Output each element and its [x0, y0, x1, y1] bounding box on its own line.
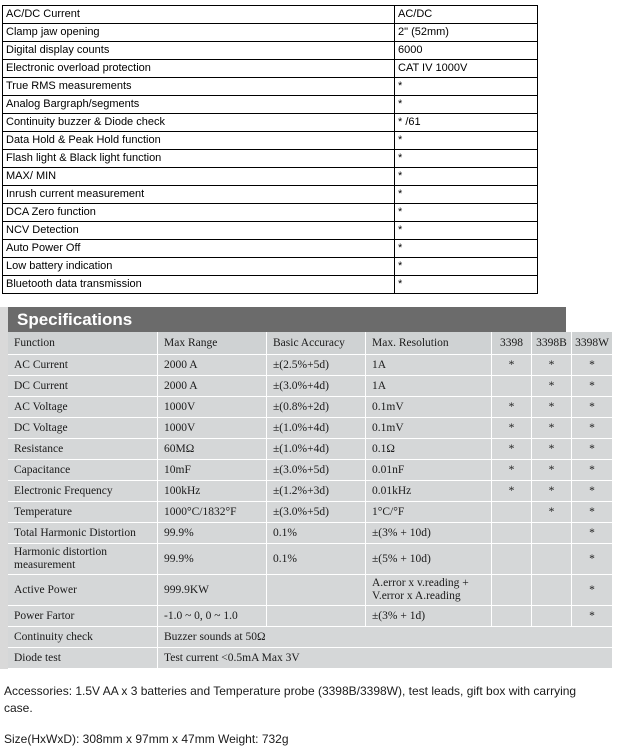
spec-max-resolution: ±(5% + 10d) — [366, 544, 492, 575]
spec-mark-3398w: * — [572, 523, 613, 544]
spec-function: Total Harmonic Distortion — [8, 523, 158, 544]
feature-row — [3, 132, 538, 150]
feature-table — [2, 5, 538, 294]
spec-mark-3398b: * — [532, 376, 572, 397]
spec-max-resolution: A.error x v.reading + V.error x A.reading — [366, 575, 492, 606]
spec-function: Electronic Frequency — [8, 481, 158, 502]
specifications-row — [8, 648, 612, 669]
spec-max-range: 10mF — [158, 460, 267, 481]
col-header-model-3398: 3398 — [492, 332, 532, 355]
spec-max-resolution: 0.01kHz — [366, 481, 492, 502]
spec-max-resolution: 0.1mV — [366, 418, 492, 439]
spec-basic-accuracy — [267, 606, 366, 627]
spec-mark-3398w: * — [572, 575, 613, 606]
feature-row — [3, 258, 538, 276]
spec-mark-3398w: * — [572, 439, 613, 460]
specifications-row — [8, 397, 612, 418]
feature-table-container — [0, 0, 629, 294]
spec-mark-3398b: * — [532, 397, 572, 418]
spec-function: AC Current — [8, 355, 158, 376]
spec-max-range: 100kHz — [158, 481, 267, 502]
specifications-row — [8, 460, 612, 481]
spec-basic-accuracy: ±(1.2%+3d) — [267, 481, 366, 502]
feature-label: Bluetooth data transmission — [3, 276, 395, 294]
spec-mark-3398w: * — [572, 418, 613, 439]
spec-mark-3398: * — [492, 460, 532, 481]
spec-mark-3398w: * — [572, 502, 613, 523]
spec-max-resolution: ±(3% + 1d) — [366, 606, 492, 627]
spec-max-range: 1000V — [158, 418, 267, 439]
feature-row — [3, 60, 538, 78]
spec-mark-3398: * — [492, 418, 532, 439]
spec-function: Active Power — [8, 575, 158, 606]
spec-max-resolution: 1A — [366, 376, 492, 397]
feature-value: AC/DC — [395, 6, 538, 24]
spec-mark-3398 — [492, 575, 532, 606]
spec-mark-3398: * — [492, 397, 532, 418]
col-header-max-range: Max Range — [158, 332, 267, 355]
specifications-row — [8, 376, 612, 397]
spec-function: Resistance — [8, 439, 158, 460]
specifications-row — [8, 355, 612, 376]
spec-mark-3398b — [532, 544, 572, 575]
feature-row — [3, 96, 538, 114]
specifications-table-body — [8, 355, 612, 669]
col-header-function: Function — [8, 332, 158, 355]
spec-description: Buzzer sounds at 50Ω — [158, 627, 613, 648]
feature-row — [3, 6, 538, 24]
spec-mark-3398b — [532, 523, 572, 544]
feature-table-body — [3, 6, 538, 294]
feature-row — [3, 114, 538, 132]
spec-function: AC Voltage — [8, 397, 158, 418]
spec-basic-accuracy: ±(1.0%+4d) — [267, 418, 366, 439]
spec-mark-3398w: * — [572, 481, 613, 502]
spec-mark-3398b — [532, 606, 572, 627]
specifications-title: Specifications — [17, 310, 133, 329]
col-header-basic-accuracy: Basic Accuracy — [267, 332, 366, 355]
specifications-block — [0, 307, 609, 669]
specifications-header-row — [8, 332, 612, 355]
spec-function: Power Fartor — [8, 606, 158, 627]
feature-row — [3, 186, 538, 204]
feature-label: True RMS measurements — [3, 78, 395, 96]
spec-mark-3398b: * — [532, 355, 572, 376]
spec-basic-accuracy: 0.1% — [267, 523, 366, 544]
spec-mark-3398w: * — [572, 544, 613, 575]
specifications-row — [8, 544, 612, 575]
specifications-row — [8, 481, 612, 502]
feature-value: * — [395, 204, 538, 222]
feature-label: Continuity buzzer & Diode check — [3, 114, 395, 132]
spec-max-range: 99.9% — [158, 544, 267, 575]
feature-row — [3, 204, 538, 222]
spec-max-range: -1.0 ~ 0, 0 ~ 1.0 — [158, 606, 267, 627]
spec-mark-3398w: * — [572, 460, 613, 481]
feature-label: AC/DC Current — [3, 6, 395, 24]
spec-mark-3398b: * — [532, 439, 572, 460]
spec-function: Diode test — [8, 648, 158, 669]
spec-mark-3398: * — [492, 355, 532, 376]
feature-value: * — [395, 78, 538, 96]
feature-row — [3, 240, 538, 258]
accessories-note: Accessories: 1.5V AA x 3 batteries and Temperature probe (3398B/3398W), test leads, gift box with carrying case. — [4, 684, 577, 715]
feature-row — [3, 150, 538, 168]
specifications-header — [8, 307, 566, 332]
spec-max-range: 1000V — [158, 397, 267, 418]
size-weight-note: Size(HxWxD): 308mm x 97mm x 47mm Weight: 732g — [4, 732, 289, 746]
spec-mark-3398 — [492, 502, 532, 523]
feature-row — [3, 78, 538, 96]
spec-mark-3398b: * — [532, 502, 572, 523]
spec-max-range: 60MΩ — [158, 439, 267, 460]
spec-basic-accuracy: ±(3.0%+5d) — [267, 460, 366, 481]
feature-row — [3, 42, 538, 60]
specifications-row — [8, 439, 612, 460]
col-header-max-resolution: Max. Resolution — [366, 332, 492, 355]
feature-value: * — [395, 150, 538, 168]
feature-label: Inrush current measurement — [3, 186, 395, 204]
specifications-table-head — [8, 332, 612, 355]
spec-mark-3398 — [492, 544, 532, 575]
feature-value: * — [395, 186, 538, 204]
spec-mark-3398w: * — [572, 606, 613, 627]
feature-value: * — [395, 240, 538, 258]
feature-label: MAX/ MIN — [3, 168, 395, 186]
spec-mark-3398 — [492, 606, 532, 627]
spec-max-resolution: 0.01nF — [366, 460, 492, 481]
spec-basic-accuracy: ±(3.0%+5d) — [267, 502, 366, 523]
specifications-row — [8, 575, 612, 606]
spec-max-range: 1000°C/1832°F — [158, 502, 267, 523]
feature-value: * — [395, 258, 538, 276]
specifications-row — [8, 523, 612, 544]
spec-max-resolution: 0.1mV — [366, 397, 492, 418]
spec-basic-accuracy: ±(0.8%+2d) — [267, 397, 366, 418]
spec-basic-accuracy: ±(2.5%+5d) — [267, 355, 366, 376]
specifications-row — [8, 502, 612, 523]
feature-row — [3, 168, 538, 186]
feature-value: * — [395, 168, 538, 186]
spec-basic-accuracy: 0.1% — [267, 544, 366, 575]
spec-max-range: 2000 A — [158, 376, 267, 397]
spec-mark-3398w: * — [572, 397, 613, 418]
spec-basic-accuracy: ±(1.0%+4d) — [267, 439, 366, 460]
spec-function: Temperature — [8, 502, 158, 523]
feature-label: Analog Bargraph/segments — [3, 96, 395, 114]
feature-value: * — [395, 132, 538, 150]
feature-label: Auto Power Off — [3, 240, 395, 258]
spec-mark-3398w: * — [572, 355, 613, 376]
feature-label: Data Hold & Peak Hold function — [3, 132, 395, 150]
feature-row — [3, 222, 538, 240]
spec-max-range: 2000 A — [158, 355, 267, 376]
spec-max-resolution: 1A — [366, 355, 492, 376]
spec-max-range: 99.9% — [158, 523, 267, 544]
col-header-model-3398b: 3398B — [532, 332, 572, 355]
feature-label: Clamp jaw opening — [3, 24, 395, 42]
spec-function: Harmonic distortion measurement — [8, 544, 158, 575]
spec-mark-3398b: * — [532, 460, 572, 481]
feature-label: DCA Zero function — [3, 204, 395, 222]
feature-value: * — [395, 276, 538, 294]
feature-label: Digital display counts — [3, 42, 395, 60]
feature-label: Electronic overload protection — [3, 60, 395, 78]
spec-mark-3398b: * — [532, 481, 572, 502]
spec-mark-3398: * — [492, 481, 532, 502]
col-header-model-3398w: 3398W — [572, 332, 613, 355]
spec-mark-3398 — [492, 376, 532, 397]
spec-function: DC Current — [8, 376, 158, 397]
feature-value: CAT IV 1000V — [395, 60, 538, 78]
spec-mark-3398 — [492, 523, 532, 544]
spec-function: DC Voltage — [8, 418, 158, 439]
specifications-row — [8, 606, 612, 627]
spec-mark-3398b: * — [532, 418, 572, 439]
notes-section — [0, 669, 612, 748]
feature-label: Flash light & Black light function — [3, 150, 395, 168]
feature-value: 2" (52mm) — [395, 24, 538, 42]
feature-row — [3, 24, 538, 42]
spec-description: Test current <0.5mA Max 3V — [158, 648, 613, 669]
specifications-table — [8, 332, 612, 669]
spec-mark-3398w: * — [572, 376, 613, 397]
spec-max-range: 999.9KW — [158, 575, 267, 606]
spec-mark-3398b — [532, 575, 572, 606]
spec-basic-accuracy: ±(3.0%+4d) — [267, 376, 366, 397]
spec-function: Continuity check — [8, 627, 158, 648]
feature-value: * — [395, 222, 538, 240]
feature-label: NCV Detection — [3, 222, 395, 240]
spec-basic-accuracy — [267, 575, 366, 606]
spec-max-resolution: ±(3% + 10d) — [366, 523, 492, 544]
feature-value: * /61 — [395, 114, 538, 132]
specifications-row — [8, 418, 612, 439]
feature-row — [3, 276, 538, 294]
spec-max-resolution: 1°C/°F — [366, 502, 492, 523]
feature-value: 6000 — [395, 42, 538, 60]
specifications-row — [8, 627, 612, 648]
feature-value: * — [395, 96, 538, 114]
spec-mark-3398: * — [492, 439, 532, 460]
spec-max-resolution: 0.1Ω — [366, 439, 492, 460]
spec-function: Capacitance — [8, 460, 158, 481]
feature-label: Low battery indication — [3, 258, 395, 276]
